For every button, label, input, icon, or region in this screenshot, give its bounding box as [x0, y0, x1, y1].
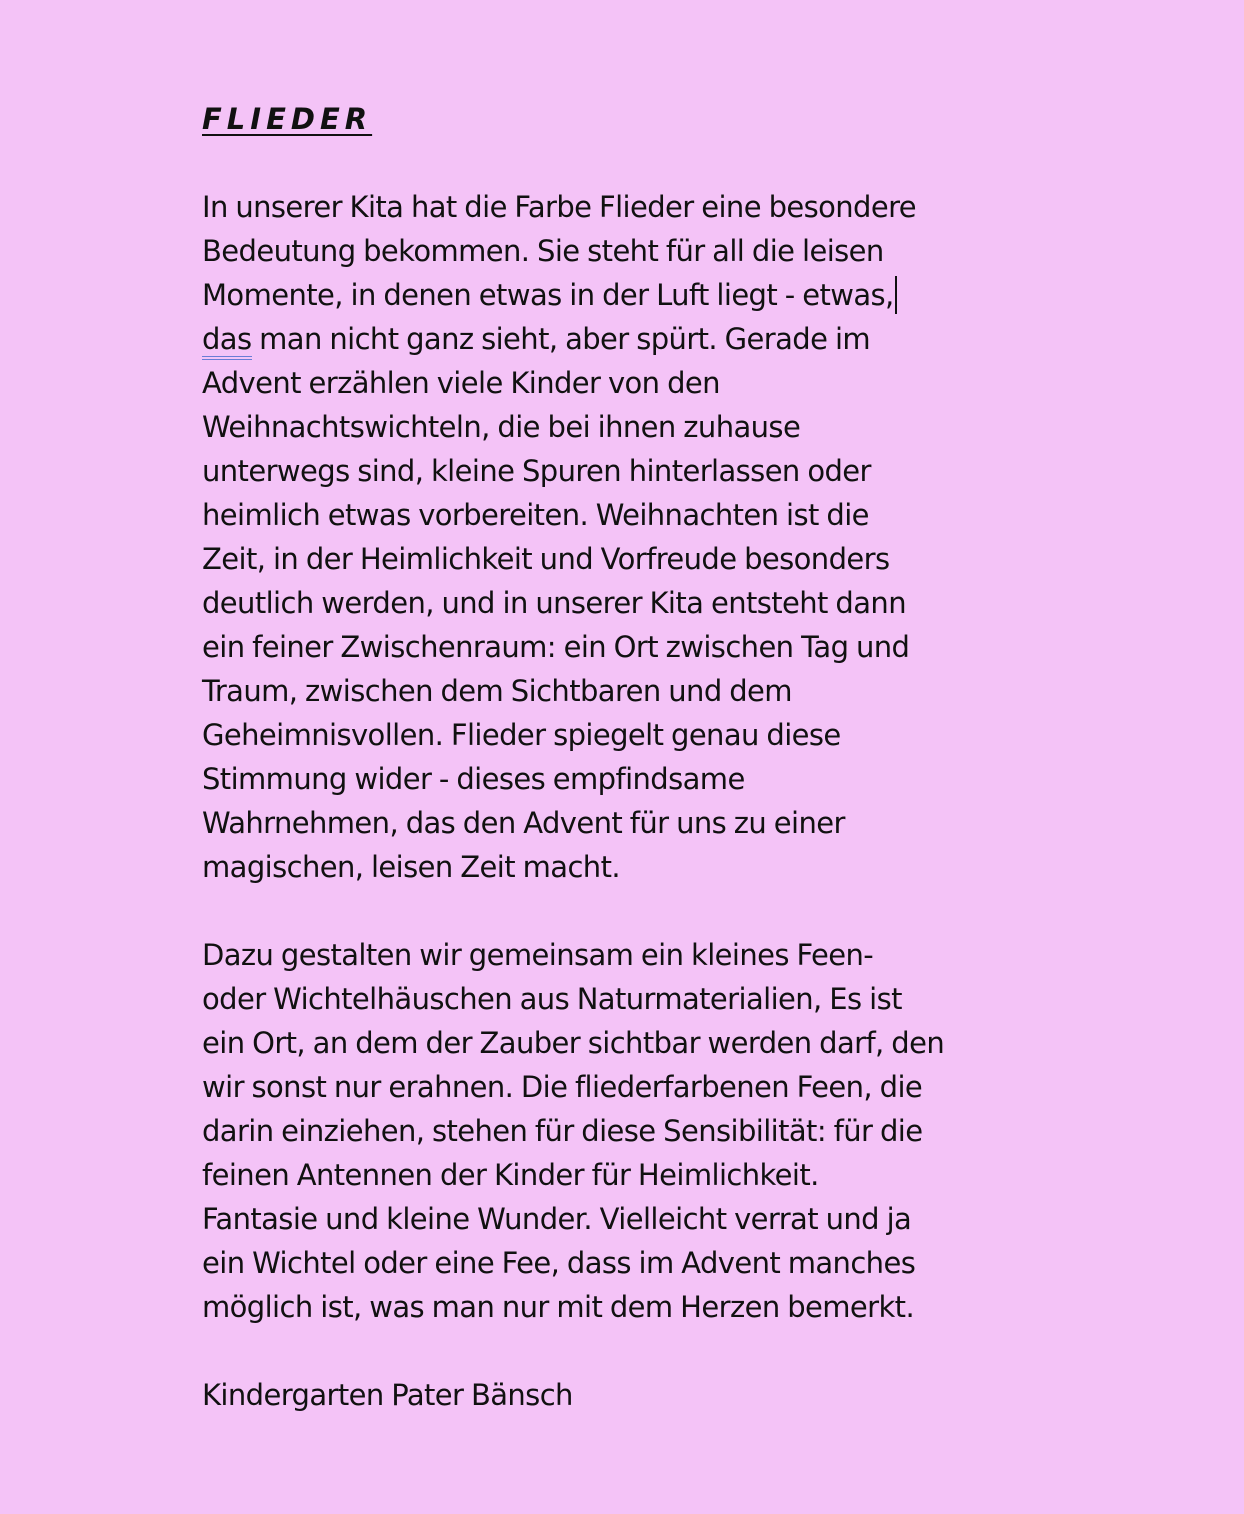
text-line: Stimmung wider - dieses empfindsame	[202, 762, 745, 796]
text-line: Bedeutung bekommen. Sie steht für all die leisen	[202, 234, 884, 268]
signature-paragraph[interactable]	[202, 1373, 1002, 1417]
text-line-content: man nicht ganz sieht, aber spürt. Gerade im	[251, 322, 871, 356]
text-line	[202, 317, 1002, 361]
text-line: darin einziehen, stehen für diese Sensibilität: für die	[202, 1114, 923, 1148]
blank-line	[202, 889, 1002, 933]
paragraph-1[interactable]	[202, 185, 1002, 889]
text-line: In unserer Kita hat die Farbe Flieder eine besondere	[202, 190, 917, 224]
text-line: ein feiner Zwischenraum: ein Ort zwischen Tag und	[202, 630, 910, 664]
text-line: magischen, leisen Zeit macht.	[202, 850, 620, 884]
document-page[interactable]	[202, 97, 1002, 1417]
text-cursor	[895, 276, 897, 314]
text-line: möglich ist, was man nur mit dem Herzen bemerkt.	[202, 1290, 915, 1324]
text-line: feinen Antennen der Kinder für Heimlichkeit.	[202, 1158, 819, 1192]
text-line: oder Wichtelhäuschen aus Naturmaterialien, Es ist	[202, 982, 902, 1016]
text-line: Advent erzählen viele Kinder von den	[202, 366, 720, 400]
document-title: FLIEDER	[202, 102, 373, 136]
text-line: unterwegs sind, kleine Spuren hinterlassen oder	[202, 454, 871, 488]
text-line: Zeit, in der Heimlichkeit und Vorfreude besonders	[202, 542, 890, 576]
text-line: ein Wichtel oder eine Fee, dass im Advent manches	[202, 1246, 916, 1280]
blank-line	[202, 141, 1002, 185]
text-line: Dazu gestalten wir gemeinsam ein kleines Feen-	[202, 938, 874, 972]
text-line: heimlich etwas vorbereiten. Weihnachten ist die	[202, 498, 869, 532]
text-line: Traum, zwischen dem Sichtbaren und dem	[202, 674, 792, 708]
blank-line	[202, 1329, 1002, 1373]
text-line: wir sonst nur erahnen. Die fliederfarbenen Feen, die	[202, 1070, 923, 1104]
text-line-content: Momente, in denen etwas in der Luft liegt - etwas,	[202, 278, 894, 312]
text-line: Geheimnisvollen. Flieder spiegelt genau diese	[202, 718, 841, 752]
text-line: Weihnachtswichteln, die bei ihnen zuhause	[202, 410, 801, 444]
text-line: Wahrnehmen, das den Advent für uns zu einer	[202, 806, 845, 840]
text-line: ein Ort, an dem der Zauber sichtbar werden darf, den	[202, 1026, 945, 1060]
signature: Kindergarten Pater Bänsch	[202, 1378, 573, 1412]
proofing-marked-word[interactable]: das	[202, 322, 252, 360]
text-line: Fantasie und kleine Wunder. Vielleicht verrat und ja	[202, 1202, 912, 1236]
text-line	[202, 273, 1002, 317]
text-line: deutlich werden, und in unserer Kita entsteht dann	[202, 586, 906, 620]
paragraph-2[interactable]	[202, 933, 1002, 1329]
